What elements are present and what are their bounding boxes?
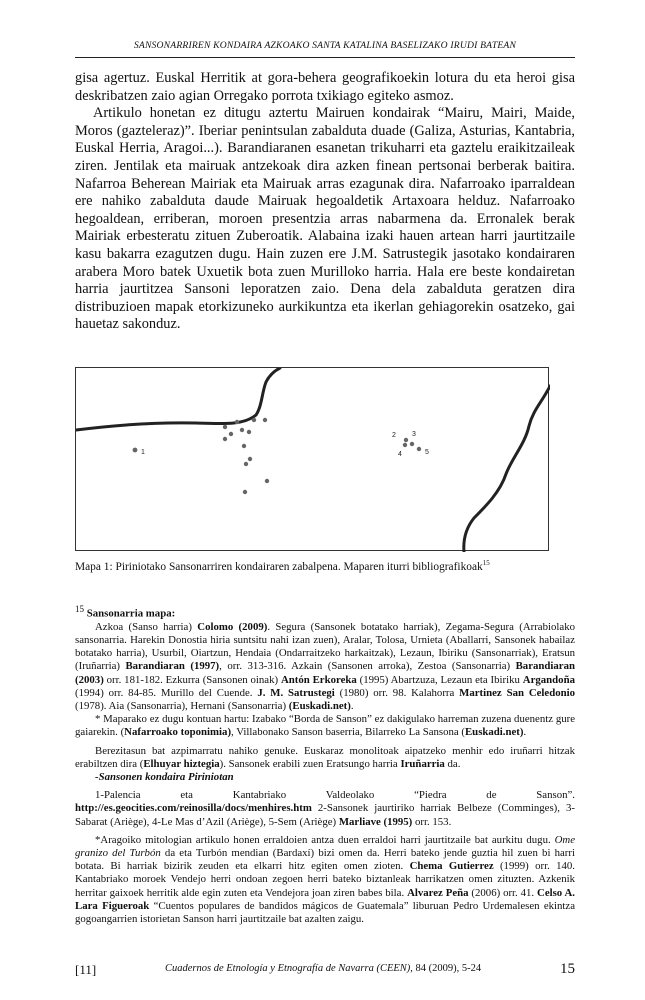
- figure-caption: [75, 556, 575, 574]
- citation: Iruñarria: [400, 757, 445, 770]
- paragraph: Artikulo honetan ez ditugu aztertu Mairuen kondairak “Mairu, Mairi, Maide, Moros (gazteleraz)”. Iberiar penintsulan zabalduta duade (Galiza, Asturias, Kantabria, Euskal Herria, Aragoi...). Barandiaranen esanetan trikuharri eta gaztelu eraikitzaileak ziren. Jentilak eta mairuak antzekoak dira azken finean pertsonai berberak baitira. Nafarroa Beherean Mairiak eta Mairuak arras ezagunak dira. Nafarroako iparraldean ere nahiko zabalduta daude Mairuak hegoaldetik Artaxoara helduz. Nafarroako hegoaldean, erriberan, moroen presentzia arras nabarmena da. Erronalek berak Mairiak erbesteratu zituen Zuberoatik. Alabaina izaki hauen artean harri jaurtitzaile kasu bakarra ezagutzen dugu. Hain zuzen ere J.M. Satrustegik jasotako kondairaren arabera Moro batek Uxuetik bota zuen Murilloko harria. Hala ere beste kondairetan harria jaurtitzea Sansoni leporatzen zaio. Dena dela zabalduta geratzen dira distribuzioen mapak etorkizuneko aurkikuntza eta ikerlan gehiagorekin osatzeko, gai hauetaz sakonduz.: [75, 105, 575, 333]
- footnote-ref: 15: [482, 559, 490, 567]
- note-text: , Villabonako Sanson baserria, Bilarreko La Sansona (: [231, 726, 465, 739]
- map-marker: [265, 479, 269, 483]
- note-text: orr. 153.: [412, 815, 452, 828]
- note-text: . Segura (Sansonek botatako harriak), Zegama-Segura (Arrabiolako sansonarria. Harekin Donostia hiria suntsitu nahi izan zuen), Aralar, Tolosa, Urnieta (Aballarri, Sansonek habailaz botatako harria), Usurbil, Oiartzun, Hendaia (Ondarraitzeko harkaitzak), Lezaun, Ibiriku (Sansonarriak), Eratsun (Iruñarria): [75, 620, 575, 673]
- asterisk-note: [75, 713, 575, 739]
- note-text: “Cuentos populares de bandidos mágicos de Guatemala” liburuan Pedro Urdemalesen ekintza gogoangarrien istorietan Sanson harri jaurtitzaile bat azalten zaigu.: [75, 899, 575, 926]
- note-text: * Maparako ez dugu kontuan hartu: Izabako “Borda de Sanson” ez dakigulako harreman zuzena duenentz gure gaiarekin. (: [75, 713, 575, 739]
- citation: Euskadi.net): [464, 726, 524, 739]
- citation: Barandiaran (2003): [75, 660, 575, 686]
- note-text: .: [350, 700, 354, 713]
- map-marker: [229, 432, 233, 436]
- citation: Chema Gutierrez: [409, 860, 494, 873]
- running-header: SANSONARRIREN KONDAIRA AZKOAKO SANTA KATALINA BASELIZAKO IRUDI BATEAN: [133, 40, 517, 51]
- note-text: 1-Palencia eta Kantabriako Valdeolako “Piedra de Sanson”.: [95, 789, 575, 802]
- header-rule: [75, 57, 575, 58]
- map-label: 5: [425, 449, 429, 456]
- note-text: 2-Sansonek jaurtiriko harriak Belbeze (Comminges), 3-Sabarat (Ariège), 4-Le Mas d’Azil (Ariège), 5-Sem (Ariège): [75, 802, 575, 828]
- map-markers: [133, 418, 422, 494]
- map-marker: [404, 438, 408, 442]
- citation: (Euskadi.net): [288, 700, 351, 713]
- map-marker: [235, 420, 239, 424]
- caption-text: Mapa 1: Piriniotako Sansonarriren kondairaren zabalpena. Maparen iturri bibliografikoak: [75, 560, 483, 573]
- map-marker: [242, 444, 246, 448]
- map-marker: [223, 437, 227, 441]
- map-label: 4: [398, 451, 402, 458]
- citation: Marliave (1995): [338, 815, 413, 828]
- journal-title: Cuadernos de Etnología y Etnografía de Navarra (CEEN): [165, 963, 411, 974]
- map-marker: [410, 442, 414, 446]
- asterisk-note: [75, 834, 575, 926]
- note-text: *Aragoiko mitologian artikulo honen erraldoien antza duen erraldoi harri jaurtitzaile bat aurkitu dugu.: [95, 833, 555, 846]
- note-paragraph: [75, 745, 575, 771]
- map-label: 2: [392, 432, 396, 439]
- paragraph: gisa agertuz. Euskal Herritik at gora-behera geografikoekin lotura du eta heroi gisa deskribatzen zaio agian Orregako porrota txikiago egiteko asmoz.: [75, 70, 575, 104]
- note-text: da eta Turbón mendian (Bardaxí) bizi omen da. Herri bateko jende guztia hil zuen bi harri botata. Bi harriak bizirik zeuden eta elkarri hitz egiten omen zioten.: [75, 847, 575, 873]
- map-marker: [243, 490, 247, 494]
- journal-info: [165, 963, 520, 974]
- note-text: Berezitasun bat azpimarratu nahiko genuke. Euskaraz monolitoak aipatzeko menhir edo iruñarri hitzak erabiltzen dira (: [75, 744, 575, 770]
- note-text: orr. 181-182. Ezkurra (Sansonen oinak): [103, 673, 281, 686]
- note-subheading: [75, 771, 575, 784]
- citation: Elhuyar hiztegia: [143, 757, 220, 770]
- page-number: 15: [560, 961, 575, 977]
- citation: Barandiaran (1997): [125, 660, 220, 673]
- citation: Nafarroako toponimia): [124, 726, 232, 739]
- url-link[interactable]: http://es.geocities.com/reinosilla/docs/menhires.htm: [75, 802, 312, 815]
- map-marker: [223, 425, 227, 429]
- citation: Colomo (2009): [197, 620, 268, 633]
- footnote-title: Sansonarria mapa:: [86, 607, 176, 620]
- distribution-map: [75, 367, 549, 551]
- map-drawing: [76, 368, 550, 552]
- footnote-15-body: [75, 621, 575, 713]
- coastline: [464, 386, 550, 552]
- map-marker: [240, 428, 244, 432]
- footnotes: [75, 603, 575, 926]
- map-label: 3: [412, 431, 416, 438]
- map-marker: [403, 443, 407, 447]
- citation: J. M. Satrustegi: [257, 686, 335, 699]
- note-text: (1980) orr. 98. Kalahorra: [334, 686, 460, 699]
- citation: Alvarez Peña: [407, 886, 469, 899]
- note-text: ). Sansonek erabili zuen Eratsungo harria: [219, 757, 401, 770]
- map-marker: [417, 447, 421, 451]
- note-paragraph: [75, 789, 575, 829]
- note-text: (1995) Abartzuza, Lezaun eta Ibiriku: [356, 673, 523, 686]
- map-marker: [248, 457, 252, 461]
- note-text: .: [523, 726, 527, 739]
- page-ref: [11]: [75, 962, 97, 977]
- map-marker: [252, 418, 256, 422]
- note-text: da.: [444, 757, 461, 770]
- note-text: , orr. 313-316. Azkain (Sansonen arroka), Zestoa (Sansonarria): [219, 660, 516, 673]
- note-text: (1999) orr. 140. Kantabriako moroek Vendejo herri ondoan zegoen herri bateko biztanleak harrikatzen omen zituzten. Azkenik herritar gaixoek herritik alde egin zuten eta Vendejora joan ziren babes bila.: [75, 860, 575, 899]
- map-marker: [263, 418, 267, 422]
- footnote-number: 15: [75, 604, 84, 614]
- coastline: [76, 368, 280, 430]
- footnote-15-heading: [75, 603, 575, 621]
- map-marker: [244, 462, 248, 466]
- journal-issue: , 84 (2009), 5-24: [410, 963, 482, 974]
- map-marker: [247, 430, 251, 434]
- note-text: (1978). Aia (Sansonarria), Hernani (Sansonarria): [75, 700, 289, 713]
- map-marker: [133, 448, 138, 453]
- italic-term: Ome granizo del Turbón: [75, 833, 575, 860]
- body-text: [75, 70, 575, 334]
- citation: Martinez San Celedonio: [459, 686, 576, 699]
- citation: Celso A. Lara Figueroak: [75, 886, 575, 912]
- note-text: (1994) orr. 84-85. Murillo del Cuende.: [75, 686, 258, 699]
- note-text: Azkoa (Sanso harria): [95, 620, 198, 633]
- note-text: (2006) orr. 41.: [468, 886, 538, 899]
- citation: Antón Erkoreka: [280, 673, 357, 686]
- map-label: 1: [141, 449, 145, 456]
- subheading-text: -Sansonen kondaira Piriniotan: [95, 771, 234, 784]
- citation: Argandoña: [522, 673, 575, 686]
